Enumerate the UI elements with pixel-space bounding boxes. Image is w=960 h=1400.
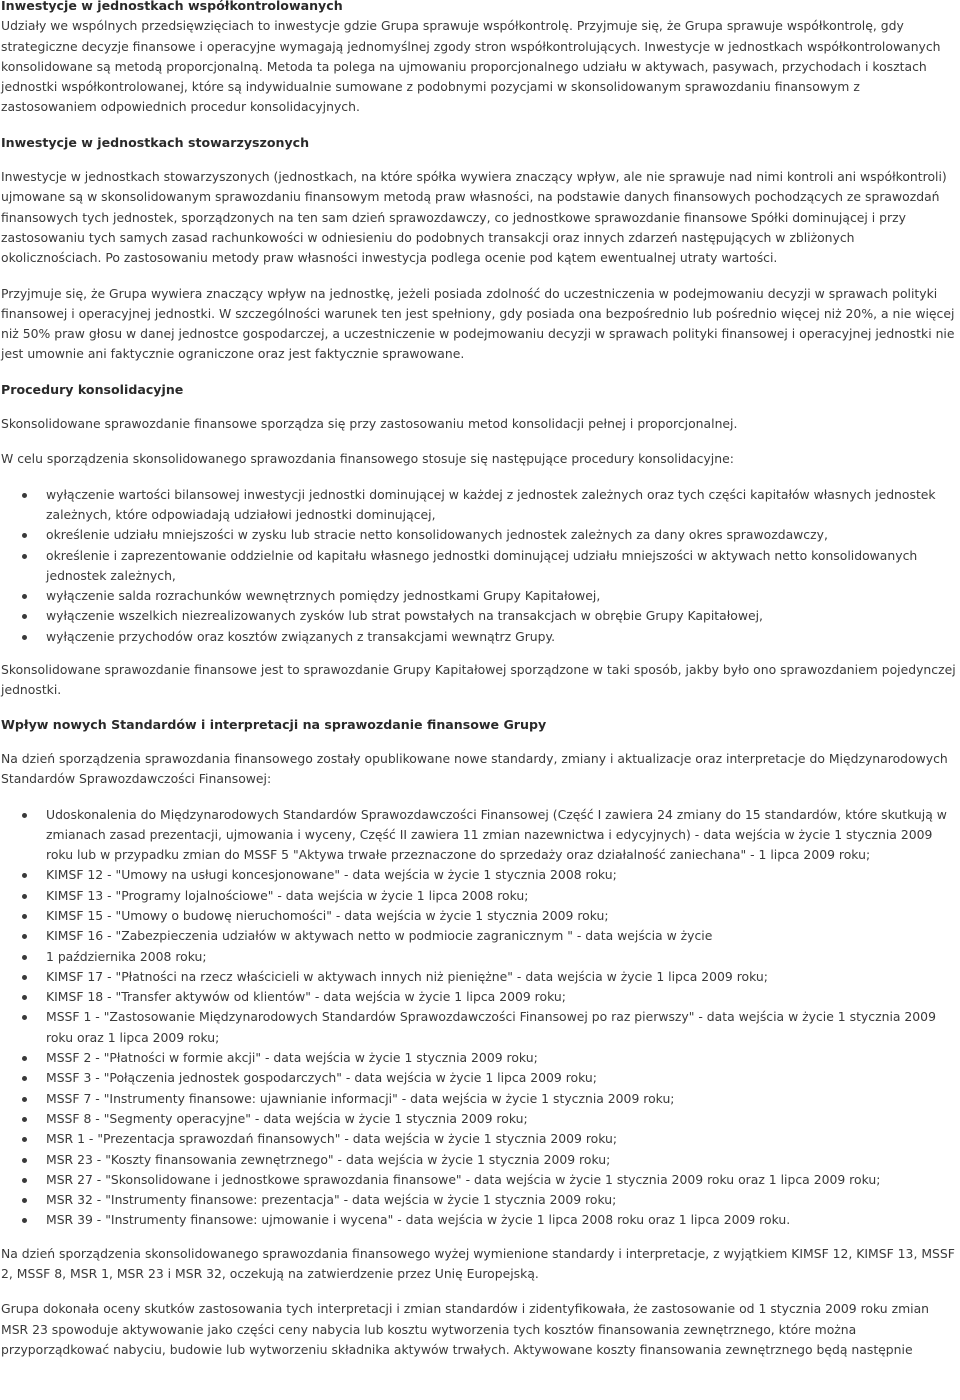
procedures-paragraph-3: Skonsolidowane sprawozdanie finansowe jest to sprawozdanie Grupy Kapitałowej sporządzone w taki sposób, jakby było ono sprawozdaniem pojedynczej jednostki. [1,662,956,698]
list-item: MSR 1 - "Prezentacja sprawozdań finansowych" - data wejścia w życie 1 stycznia 2009 roku; [1,1129,956,1149]
list-item: MSR 32 - "Instrumenty finansowe: prezentacja" - data wejścia w życie 1 stycznia 2009 roku; [1,1190,956,1210]
associates-paragraph-2: Przyjmuje się, że Grupa wywiera znaczący wpływ na jednostkę, jeżeli posiada zdolność do uczestniczenia w podejmowaniu decyzji w sprawach polityki finansowej i operacyjnej jednostki. W szczególności warunek ten jest spełniony, gdy posiada ona bezpośrednio lub pośrednio więcej niż 20%, a nie więcej niż 50% praw głosu w danej jednostce gospodarczej, a uczestniczenie w podejmowaniu decyzji w sprawach polityki finansowej i operacyjnej jednostki nie jest umownie ani faktycznie ograniczone oraz jest faktycznie sprawowane. [1,285,955,362]
list-item: wyłączenie salda rozrachunków wewnętrznych pomiędzy jednostkami Grupy Kapitałowej, [1,586,956,606]
list-item: MSR 39 - "Instrumenty finansowe: ujmowanie i wycena" - data wejścia w życie 1 lipca 2008 roku oraz 1 lipca 2009 roku. [1,1210,956,1230]
list-item: MSSF 7 - "Instrumenty finansowe: ujawnianie informacji" - data wejścia w życie 1 stycznia 2009 roku; [1,1089,956,1109]
standards-paragraph-2: Na dzień sporządzenia skonsolidowanego sprawozdania finansowego wyżej wymienione standardy i interpretacje, z wyjątkiem KIMSF 12, KIMSF 13, MSSF 2, MSSF 8, MSR 1, MSR 23 i MSR 32, oczekują na zatwierdzenie przez Unię Europejską. [1,1245,955,1282]
list-item: wyłączenie przychodów oraz kosztów związanych z transakcjami wewnątrz Grupy. [1,627,956,647]
associates-paragraph-1: Inwestycje w jednostkach stowarzyszonych (jednostkach, na które spółka wywiera znaczący wpływ, ale nie sprawuje nad nimi kontroli ani współkontroli) ujmowane są w skonsolidowanym sprawozdaniu finansowym metodą praw własności, na podstawie danych finansowych pochodzących ze sprawozdań finansowych tych jednostek, sporządzonych na ten sam dzień sprawozdawczy, co jednostkowe sprawozdanie finansowe Spółki dominującej i przy zastosowaniu tych samych zasad rachunkowości w odniesieniu do podobnych transakcji oraz innych zdarzeń następujących w zbliżonych okolicznościach. Po zastosowaniu metody praw własności inwestycja podlega ocenie pod kątem ewentualnej utraty wartości. [1,169,947,266]
list-item: KIMSF 16 - "Zabezpieczenia udziałów w aktywach netto w podmiocie zagranicznym " - data wejścia w życie [1,926,956,946]
list-item: określenie udziału mniejszości w zysku lub stracie netto konsolidowanych jednostek zależnych za dany okres sprawozdawczy, [1,525,956,545]
consolidation-procedures-heading: Procedury konsolidacyjne [1,381,184,397]
associates-heading: Inwestycje w jednostkach stowarzyszonych [1,134,310,150]
list-item: KIMSF 13 - "Programy lojalnościowe" - data wejścia w życie 1 lipca 2008 roku; [1,886,956,906]
list-item: wyłączenie wartości bilansowej inwestycji jednostki dominującej w każdej z jednostek zależnych oraz tych części kapitałów własnych jednostek zależnych, które odpowiadają udziałowi jednostki dominującej, [1,485,956,526]
procedures-paragraph-1: Skonsolidowane sprawozdanie finansowe sporządza się przy zastosowaniu metod konsolidacji pełnej i proporcjonalnej. [1,416,738,432]
list-item: MSSF 1 - "Zastosowanie Międzynarodowych Standardów Sprawozdawczości Finansowej po raz pierwszy" - data wejścia w życie 1 stycznia 2009 roku oraz 1 lipca 2009 roku; [1,1007,956,1048]
jv-paragraph: Udziały we wspólnych przedsięwzięciach to inwestycje gdzie Grupa sprawuje współkontrolę. Przyjmuje się, że Grupa sprawuje współkontrolę, gdy strategiczne decyzje finansowe i operacyjne wymagają jednomyślnej zgody stron współkontrolujących. Inwestycje w jednostkach współkontrolowanych konsolidowane są metodą proporcjonalną. Metoda ta polega na ujmowaniu proporcjonalnego udziału w aktywach, pasywach, przychodach i kosztach jednostki współkontrolowanej, które są indywidualnie sumowane z podobnymi pozycjami w skonsolidowanym sprawozdaniu finansowym z zastosowaniem odpowiednich procedur konsolidacyjnych. [1,18,941,115]
list-item: MSSF 8 - "Segmenty operacyjne" - data wejścia w życie 1 stycznia 2009 roku; [1,1109,956,1129]
list-item: MSSF 3 - "Połączenia jednostek gospodarczych" - data wejścia w życie 1 lipca 2009 roku; [1,1068,956,1088]
list-item: KIMSF 15 - "Umowy o budowę nieruchomości" - data wejścia w życie 1 stycznia 2009 roku; [1,906,956,926]
jv-heading: Inwestycje w jednostkach współkontrolowanych [1,0,343,13]
list-item: MSR 23 - "Koszty finansowania zewnętrznego" - data wejścia w życie 1 stycznia 2009 roku; [1,1150,956,1170]
list-item: 1 października 2008 roku; [1,947,956,967]
standards-paragraph-3: Grupa dokonała oceny skutków zastosowania tych interpretacji i zmian standardów i zidentyfikowała, że zastosowanie od 1 stycznia 2009 roku zmian MSR 23 spowoduje aktywowanie jako części ceny nabycia lub kosztu wytworzenia tych kosztów finansowania zewnętrznego, które można przyporządkować nabyciu, budowie lub wytworzeniu składnika aktywów trwałych. Aktywowane koszty finansowania zewnętrznego będą następnie [1,1301,930,1357]
procedures-list [1,485,956,647]
list-item: MSSF 2 - "Płatności w formie akcji" - data wejścia w życie 1 stycznia 2009 roku; [1,1048,956,1068]
standards-list [1,805,956,1231]
standards-paragraph-1: Na dzień sporządzenia sprawozdania finansowego zostały opublikowane nowe standardy, zmiany i aktualizacje oraz interpretacje do Międzynarodowych Standardów Sprawozdawczości Finansowej: [1,750,948,787]
list-item: określenie i zaprezentowanie oddzielnie od kapitału własnego jednostki dominującej udziału mniejszości w aktywach netto konsolidowanych jednostek zależnych, [1,546,956,587]
new-standards-heading: Wpływ nowych Standardów i interpretacji na sprawozdanie finansowe Grupy [1,716,547,732]
list-item: KIMSF 17 - "Płatności na rzecz właścicieli w aktywach innych niż pieniężne" - data wejścia w życie 1 lipca 2009 roku; [1,967,956,987]
list-item: MSR 27 - "Skonsolidowane i jednostkowe sprawozdania finansowe" - data wejścia w życie 1 stycznia 2009 roku oraz 1 lipca 2009 roku; [1,1170,956,1190]
list-item: wyłączenie wszelkich niezrealizowanych zysków lub strat powstałych na transakcjach w obrębie Grupy Kapitałowej, [1,606,956,626]
list-item: KIMSF 12 - "Umowy na usługi koncesjonowane" - data wejścia w życie 1 stycznia 2008 roku; [1,865,956,885]
procedures-paragraph-2: W celu sporządzenia skonsolidowanego sprawozdania finansowego stosuje się następujące procedury konsolidacyjne: [1,451,734,467]
list-item: Udoskonalenia do Międzynarodowych Standardów Sprawozdawczości Finansowej (Część I zawiera 24 zmiany do 15 standardów, które skutkują w zmianach zasad prezentacji, ujmowania i wyceny, Część II zawiera 11 zmian nazewnictwa i edycyjnych) - data wejścia w życie 1 stycznia 2009 roku lub w przypadku zmian do MSSF 5 "Aktywa trwałe przeznaczone do sprzedaży oraz działalność zaniechana" - 1 lipca 2009 roku; [1,805,956,866]
list-item: KIMSF 18 - "Transfer aktywów od klientów" - data wejścia w życie 1 lipca 2009 roku; [1,987,956,1007]
